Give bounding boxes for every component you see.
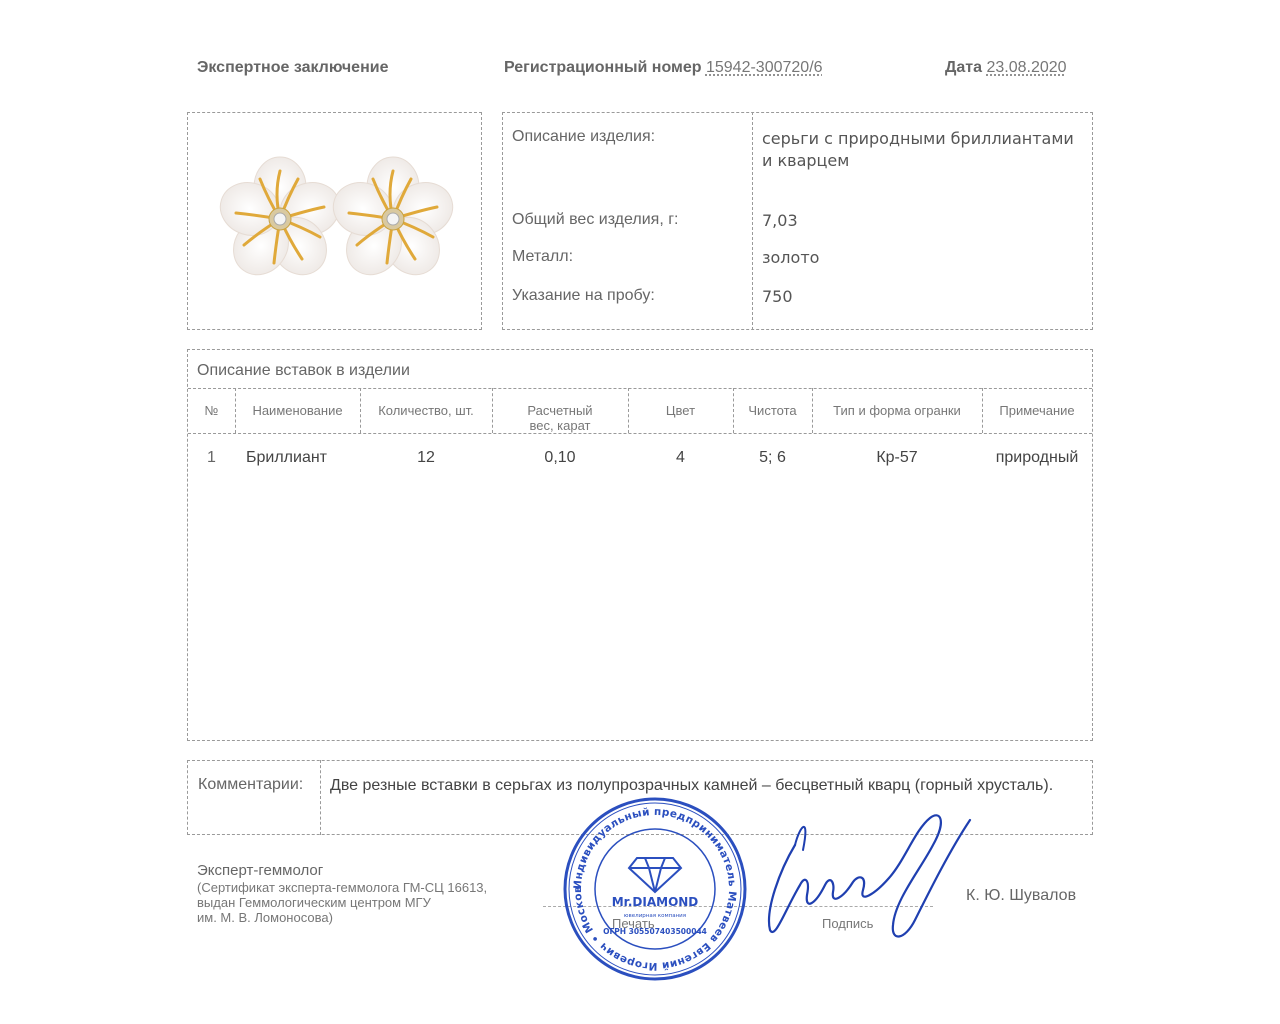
description-label: Описание изделия: [512, 128, 656, 145]
metal-label: Металл: [512, 248, 574, 265]
header-weight: Расчетный вес, карат [527, 403, 593, 433]
signature-label: Подпись [822, 916, 874, 931]
column-divider [752, 112, 753, 330]
stamp-label: Печать [612, 916, 655, 931]
cell-cut: Кр-57 [876, 449, 918, 466]
document-title: Экспертное заключение [197, 59, 389, 76]
expert-cert-line-3: им. М. В. Ломоносова) [197, 910, 333, 925]
registration-number [504, 59, 823, 77]
divider [188, 433, 1092, 434]
product-photo-box [187, 112, 482, 330]
svg-text:Mr.DIAMOND: Mr.DIAMOND [611, 895, 699, 909]
weight-value: 7,03 [762, 211, 798, 230]
signature-scribble [755, 790, 985, 950]
header-note: Примечание [999, 403, 1075, 418]
date-label: Дата [945, 59, 983, 76]
registration-label: Регистрационный номер [504, 59, 702, 76]
cell-clarity: 5; 6 [759, 449, 786, 466]
header-name: Наименование [252, 403, 343, 418]
comments-text: Две резные вставки в серьгах из полупрозрачных камней – бесцветный кварц (горный хрусталь). [330, 777, 1054, 794]
expert-title: Эксперт-геммолог [197, 862, 324, 879]
earrings-image [188, 113, 481, 329]
assay-value: 750 [762, 287, 793, 306]
svg-text:ювелирная компания: ювелирная компания [623, 913, 687, 919]
assay-label: Указание на пробу: [512, 287, 655, 304]
inserts-title: Описание вставок в изделии [197, 362, 410, 379]
cell-color: 4 [676, 449, 685, 466]
expert-name: К. Ю. Шувалов [966, 887, 1077, 904]
header-number: № [204, 403, 219, 418]
expert-cert-line-2: выдан Геммологическим центром МГУ [197, 895, 431, 910]
stamp-seal-image [562, 796, 748, 982]
cell-weight: 0,10 [544, 449, 576, 466]
date-value: 23.08.2020 [986, 59, 1067, 76]
document-date [945, 59, 1067, 77]
header-quantity: Количество, шт. [378, 403, 474, 418]
product-description-box [502, 112, 1093, 330]
description-value: серьги с природными бриллиантами и кварцем [762, 129, 1074, 170]
weight-label: Общий вес изделия, г: [512, 211, 679, 228]
svg-text:Индивидуальный предприниматель: Индивидуальный предприниматель Матвеев Евгений Игоревич • Москов [571, 805, 739, 973]
svg-text:ОГРН 305507403500044: ОГРН 305507403500044 [603, 927, 707, 936]
cell-note: природный [995, 449, 1079, 466]
expert-cert-line-1: (Сертификат эксперта-геммолога ГМ-СЦ 16613, [197, 880, 488, 895]
cell-quantity: 12 [417, 449, 435, 466]
column-divider [320, 760, 321, 835]
official-stamp [562, 796, 748, 982]
divider [188, 388, 1092, 389]
header-cut: Тип и форма огранки [833, 403, 961, 418]
metal-value: золото [762, 248, 820, 267]
comments-label: Комментарии: [198, 776, 304, 793]
header-clarity: Чистота [748, 403, 797, 418]
cell-name: Бриллиант [246, 449, 328, 466]
cell-number: 1 [207, 449, 216, 466]
inserts-table [187, 349, 1093, 741]
header-color: Цвет [665, 403, 696, 418]
registration-value: 15942-300720/6 [705, 59, 823, 76]
